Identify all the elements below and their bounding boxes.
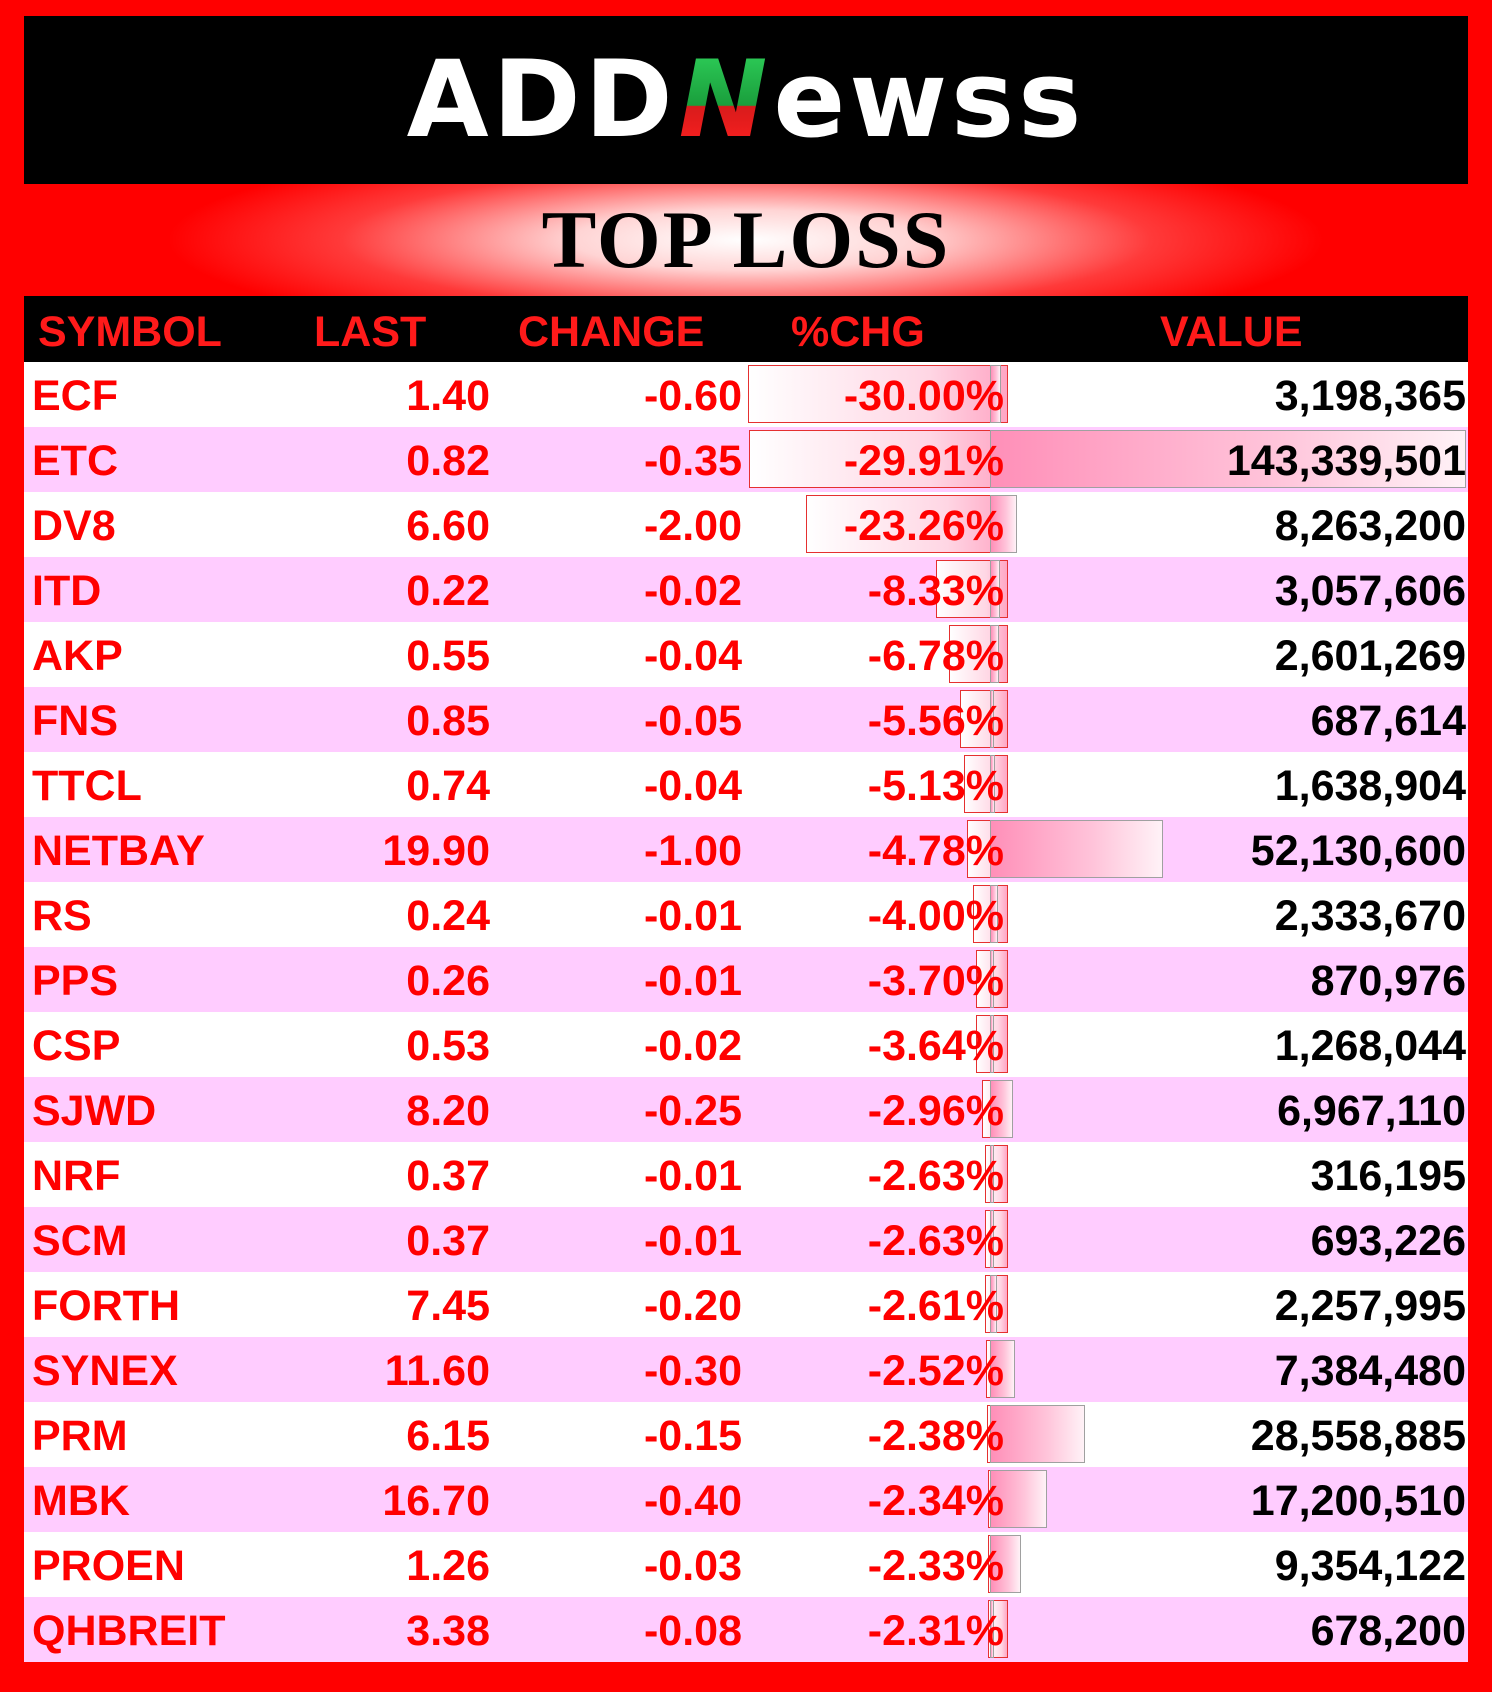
cell-last: 0.53 <box>406 1022 490 1070</box>
cell-change: -0.04 <box>643 762 742 810</box>
cell-symbol: CSP <box>32 1022 121 1070</box>
cell-change: -2.00 <box>643 502 742 550</box>
table-row <box>24 1402 1468 1467</box>
cell-symbol: SJWD <box>32 1087 157 1135</box>
cell-last: 0.24 <box>406 892 490 940</box>
cell-pct: -2.31% <box>867 1607 1004 1655</box>
cell-symbol: NRF <box>32 1152 121 1200</box>
cell-change: -0.01 <box>643 1217 742 1265</box>
table-row <box>24 1142 1468 1207</box>
cell-value: 2,333,670 <box>1274 892 1466 940</box>
logo-text-a: ADD <box>406 38 677 161</box>
cell-last: 0.55 <box>406 632 490 680</box>
table-row <box>24 752 1468 817</box>
table-row <box>24 817 1468 882</box>
cell-change: -0.60 <box>643 372 742 420</box>
page-title: TOP LOSS <box>541 194 951 285</box>
header-pct: %CHG <box>791 308 925 356</box>
cell-change: -0.40 <box>643 1477 742 1525</box>
cell-change: -0.02 <box>643 567 742 615</box>
cell-change: -0.05 <box>643 697 742 745</box>
cell-pct: -4.00% <box>867 892 1004 940</box>
table-row <box>24 427 1468 492</box>
logo-text-b: ewss <box>773 38 1086 161</box>
cell-change: -0.04 <box>643 632 742 680</box>
logo-bar <box>24 16 1468 184</box>
cell-last: 16.70 <box>382 1477 490 1525</box>
cell-change: -1.00 <box>643 827 742 875</box>
table-row <box>24 687 1468 752</box>
cell-pct: -2.34% <box>867 1477 1004 1525</box>
cell-change: -0.02 <box>643 1022 742 1070</box>
cell-last: 0.85 <box>406 697 490 745</box>
cell-value: 870,976 <box>1310 957 1466 1005</box>
cell-change: -0.25 <box>643 1087 742 1135</box>
cell-last: 7.45 <box>406 1282 490 1330</box>
cell-last: 0.26 <box>406 957 490 1005</box>
cell-pct: -5.13% <box>867 762 1004 810</box>
table-row <box>24 1467 1468 1532</box>
table-header <box>24 296 1468 362</box>
cell-value: 693,226 <box>1310 1217 1466 1265</box>
cell-pct: -30.00% <box>843 372 1004 420</box>
cell-last: 0.37 <box>406 1217 490 1265</box>
table-row <box>24 362 1468 427</box>
cell-pct: -2.63% <box>867 1217 1004 1265</box>
table-row <box>24 882 1468 947</box>
top-loss-table <box>24 296 1468 1662</box>
cell-pct: -2.61% <box>867 1282 1004 1330</box>
header-symbol: SYMBOL <box>38 308 222 356</box>
cell-last: 0.37 <box>406 1152 490 1200</box>
cell-value: 1,638,904 <box>1274 762 1466 810</box>
cell-value: 17,200,510 <box>1250 1477 1466 1525</box>
cell-pct: -4.78% <box>867 827 1004 875</box>
cell-pct: -8.33% <box>867 567 1004 615</box>
cell-symbol: PPS <box>32 957 119 1005</box>
header-last: LAST <box>314 308 427 356</box>
cell-value: 3,057,606 <box>1274 567 1466 615</box>
table-row <box>24 557 1468 622</box>
cell-pct: -2.52% <box>867 1347 1004 1395</box>
cell-change: -0.20 <box>643 1282 742 1330</box>
cell-pct: -3.70% <box>867 957 1004 1005</box>
cell-change: -0.08 <box>643 1607 742 1655</box>
cell-change: -0.35 <box>643 437 742 485</box>
cell-change: -0.01 <box>643 1152 742 1200</box>
cell-last: 6.60 <box>406 502 490 550</box>
cell-symbol: SCM <box>32 1217 128 1265</box>
value-data-bar <box>990 1405 1085 1463</box>
cell-pct: -6.78% <box>867 632 1004 680</box>
cell-value: 2,257,995 <box>1274 1282 1466 1330</box>
cell-last: 0.82 <box>406 437 490 485</box>
cell-value: 2,601,269 <box>1274 632 1466 680</box>
cell-pct: -2.63% <box>867 1152 1004 1200</box>
cell-symbol: DV8 <box>32 502 116 550</box>
cell-pct: -2.33% <box>867 1542 1004 1590</box>
cell-symbol: PROEN <box>32 1542 185 1590</box>
cell-last: 1.26 <box>406 1542 490 1590</box>
table-row <box>24 1207 1468 1272</box>
table-row <box>24 492 1468 557</box>
cell-value: 28,558,885 <box>1250 1412 1466 1460</box>
title-band <box>24 184 1468 296</box>
cell-value: 52,130,600 <box>1250 827 1466 875</box>
cell-pct: -29.91% <box>843 437 1004 485</box>
cell-last: 11.60 <box>384 1347 490 1395</box>
cell-value: 6,967,110 <box>1277 1087 1466 1135</box>
cell-value: 8,263,200 <box>1274 502 1466 550</box>
table-row <box>24 1597 1468 1662</box>
cell-value: 316,195 <box>1310 1152 1466 1200</box>
cell-symbol: ITD <box>32 567 102 615</box>
cell-last: 0.74 <box>406 762 490 810</box>
cell-symbol: MBK <box>32 1477 130 1525</box>
cell-symbol: QHBREIT <box>32 1607 226 1655</box>
cell-change: -0.01 <box>643 957 742 1005</box>
cell-pct: -2.38% <box>867 1412 1004 1460</box>
cell-value: 3,198,365 <box>1274 372 1466 420</box>
cell-symbol: PRM <box>32 1412 128 1460</box>
table-body <box>24 362 1468 1662</box>
table-row <box>24 947 1468 1012</box>
cell-value: 7,384,480 <box>1274 1347 1466 1395</box>
cell-value: 9,354,122 <box>1274 1542 1466 1590</box>
cell-symbol: NETBAY <box>32 827 205 875</box>
table-row <box>24 1272 1468 1337</box>
cell-symbol: SYNEX <box>32 1347 178 1395</box>
cell-pct: -5.56% <box>867 697 1004 745</box>
cell-pct: -2.96% <box>867 1087 1004 1135</box>
cell-last: 0.22 <box>406 567 490 615</box>
cell-last: 19.90 <box>382 827 490 875</box>
addnewss-logo <box>406 38 1086 161</box>
cell-symbol: AKP <box>32 632 123 680</box>
cell-value: 678,200 <box>1310 1607 1466 1655</box>
table-row <box>24 1532 1468 1597</box>
cell-symbol: ECF <box>32 372 118 420</box>
cell-value: 687,614 <box>1310 697 1466 745</box>
table-row <box>24 1077 1468 1142</box>
header-value: VALUE <box>1160 308 1303 356</box>
cell-symbol: ETC <box>32 437 118 485</box>
cell-change: -0.30 <box>643 1347 742 1395</box>
table-row <box>24 1012 1468 1077</box>
cell-last: 6.15 <box>406 1412 490 1460</box>
cell-last: 8.20 <box>406 1087 490 1135</box>
cell-symbol: RS <box>32 892 92 940</box>
cell-pct: -23.26% <box>843 502 1004 550</box>
cell-last: 3.38 <box>406 1607 490 1655</box>
cell-change: -0.03 <box>643 1542 742 1590</box>
cell-value: 1,268,044 <box>1274 1022 1466 1070</box>
cell-value: 143,339,501 <box>1226 437 1466 485</box>
cell-last: 1.40 <box>406 372 490 420</box>
cell-symbol: FORTH <box>32 1282 181 1330</box>
header-change: CHANGE <box>518 308 705 356</box>
cell-change: -0.01 <box>643 892 742 940</box>
table-row <box>24 622 1468 687</box>
cell-symbol: FNS <box>32 697 118 745</box>
cell-pct: -3.64% <box>867 1022 1004 1070</box>
table-row <box>24 1337 1468 1402</box>
cell-symbol: TTCL <box>32 762 142 810</box>
cell-change: -0.15 <box>643 1412 742 1460</box>
logo-n-mark: N <box>678 38 772 161</box>
